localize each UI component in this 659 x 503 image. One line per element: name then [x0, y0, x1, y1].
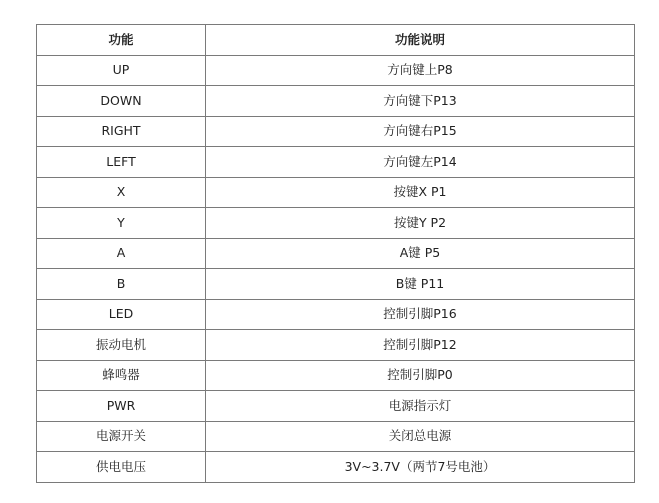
cell-description: 控制引脚P12: [206, 330, 635, 361]
cell-function: 蜂鸣器: [37, 360, 206, 391]
cell-function: LED: [37, 299, 206, 330]
cell-function: 电源开关: [37, 421, 206, 452]
cell-description: 控制引脚P0: [206, 360, 635, 391]
table-row: [37, 208, 635, 239]
table-row: [37, 452, 635, 483]
cell-function: DOWN: [37, 86, 206, 117]
header-function: 功能: [37, 25, 206, 56]
header-description: 功能说明: [206, 25, 635, 56]
cell-function: 供电电压: [37, 452, 206, 483]
cell-function: B: [37, 269, 206, 300]
table-row: [37, 269, 635, 300]
function-table: [36, 24, 635, 483]
cell-function: RIGHT: [37, 116, 206, 147]
table-row: [37, 421, 635, 452]
cell-function: 振动电机: [37, 330, 206, 361]
cell-function: X: [37, 177, 206, 208]
table-row: [37, 86, 635, 117]
cell-description: A键 P5: [206, 238, 635, 269]
cell-function: Y: [37, 208, 206, 239]
cell-description: 3V~3.7V（两节7号电池）: [206, 452, 635, 483]
table-row: [37, 147, 635, 178]
table-row: [37, 116, 635, 147]
cell-description: 按键X P1: [206, 177, 635, 208]
cell-description: B键 P11: [206, 269, 635, 300]
cell-description: 电源指示灯: [206, 391, 635, 422]
table-row: [37, 177, 635, 208]
cell-function: A: [37, 238, 206, 269]
table-header: [37, 25, 635, 56]
cell-function: UP: [37, 55, 206, 86]
cell-function: PWR: [37, 391, 206, 422]
cell-description: 方向键右P15: [206, 116, 635, 147]
function-table-container: [36, 24, 635, 483]
table-row: [37, 330, 635, 361]
table-row: [37, 238, 635, 269]
table-body: [37, 55, 635, 482]
cell-description: 方向键下P13: [206, 86, 635, 117]
cell-description: 按键Y P2: [206, 208, 635, 239]
table-row: [37, 299, 635, 330]
table-row: [37, 391, 635, 422]
cell-description: 方向键上P8: [206, 55, 635, 86]
cell-description: 控制引脚P16: [206, 299, 635, 330]
cell-description: 方向键左P14: [206, 147, 635, 178]
cell-function: LEFT: [37, 147, 206, 178]
table-row: [37, 55, 635, 86]
header-row: [37, 25, 635, 56]
table-row: [37, 360, 635, 391]
cell-description: 关闭总电源: [206, 421, 635, 452]
